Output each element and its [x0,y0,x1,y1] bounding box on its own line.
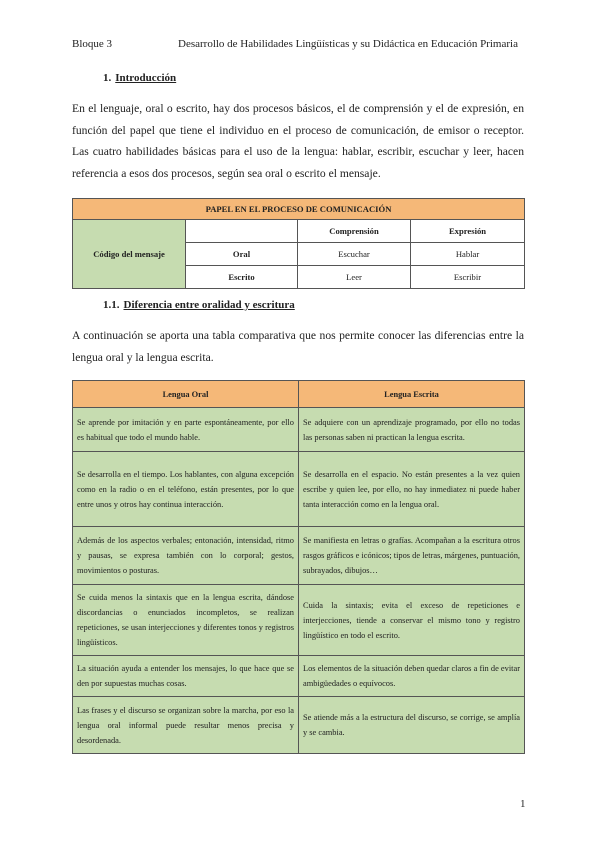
escrita-cell: Se manifiesta en letras o grafías. Acompañan a la escritura otros rasgos gráficos e icónicos; tipos de letras, márgenes, puntuación, subrayados, dibujos… [299,527,525,585]
escrita-cell: Se desarrolla en el espacio. No están presentes a la vez quien escribe y quien lee, por ello, no hay inmediatez ni puede haber tanta interacción como en la lengua oral. [299,452,525,527]
communication-role-table [72,198,525,289]
page-number: 1 [520,798,526,810]
table-row [73,697,525,754]
table1-empty-cell [186,220,298,243]
table1-title: PAPEL EN EL PROCESO DE COMUNICACIÓN [73,199,525,220]
oral-cell: Se cuida menos la sintaxis que en la lengua escrita, dándose discordancias o enunciados incompletos, se realizan repeticiones, se usan interjecciones y diferentes tonos y registros lingüísticos. [73,585,299,656]
section-1-title: Introducción [115,72,177,84]
table1-escrito-expresion: Escribir [411,266,525,289]
table1-oral-label: Oral [186,243,298,266]
section-1-1-heading [103,299,295,311]
oral-vs-written-table [72,380,525,754]
intro-paragraph: En el lenguaje, oral o escrito, hay dos procesos básicos, el de comprensión y el de expresión, en función del papel que tiene el individuo en el proceso de comunicación, de emisor o receptor. Las cuatro habilidades básicas para el uso de la lengua: hablar, escribir, escuchar y leer, hacen referencia a esos dos procesos, según sea oral o escrito el mensaje. [72,102,524,180]
oral-cell: Se aprende por imitación y en parte espontáneamente, por ello es habitual que todo el mundo hable. [73,408,299,452]
comparison-intro-paragraph: A continuación se aporta una tabla comparativa que nos permite conocer las diferencias entre la lengua oral y la lengua escrita. [72,329,524,364]
table-row [73,585,525,656]
table1-oral-expresion: Hablar [411,243,525,266]
table-row [73,452,525,527]
escrita-cell: Cuida la sintaxis; evita el exceso de repeticiones e interjecciones, tiende a conservar el mismo tono y registro lingüístico en todo el escrito. [299,585,525,656]
section-1-1-title: Diferencia entre oralidad y escritura [123,299,295,311]
header-title: Desarrollo de Habilidades Lingüísticas y su Didáctica en Educación Primaria [178,38,518,50]
table-row [73,408,525,452]
table2-col-oral: Lengua Oral [73,381,299,408]
table1-oral-comprension: Escuchar [298,243,411,266]
escrita-cell: Se atiende más a la estructura del discurso, se corrige, se amplía y se cambia. [299,697,525,754]
table1-escrito-label: Escrito [186,266,298,289]
escrita-cell: Se adquiere con un aprendizaje programado, por ello no todas las personas saben ni practican la lengua escrita. [299,408,525,452]
oral-cell: Las frases y el discurso se organizan sobre la marcha, por eso la lengua oral informal puede resultar menos precisa y desordenada. [73,697,299,754]
section-1-1-number: 1.1. [103,299,120,311]
table1-escrito-comprension: Leer [298,266,411,289]
table1-col-comprension: Comprensión [298,220,411,243]
table1-col-expresion: Expresión [411,220,525,243]
oral-cell: Además de los aspectos verbales; entonación, intensidad, ritmo y pausas, se expresa también con lo corporal; gestos, movimientos o posturas. [73,527,299,585]
escrita-cell: Los elementos de la situación deben quedar claros a fin de evitar ambigüedades o equívocos. [299,656,525,697]
section-1-number: 1. [103,72,112,84]
table-row [73,656,525,697]
section-1-heading [103,72,176,84]
oral-cell: La situación ayuda a entender los mensajes, lo que hace que se den por supuestas muchas cosas. [73,656,299,697]
header-block: Bloque 3 [72,38,113,50]
oral-cell: Se desarrolla en el tiempo. Los hablantes, con alguna excepción como en la radio o en el teléfono, están presentes, por lo que entre unos y otros hay continua interacción. [73,452,299,527]
table2-col-escrita: Lengua Escrita [299,381,525,408]
table1-row-header: Código del mensaje [73,220,186,289]
table-row [73,527,525,585]
